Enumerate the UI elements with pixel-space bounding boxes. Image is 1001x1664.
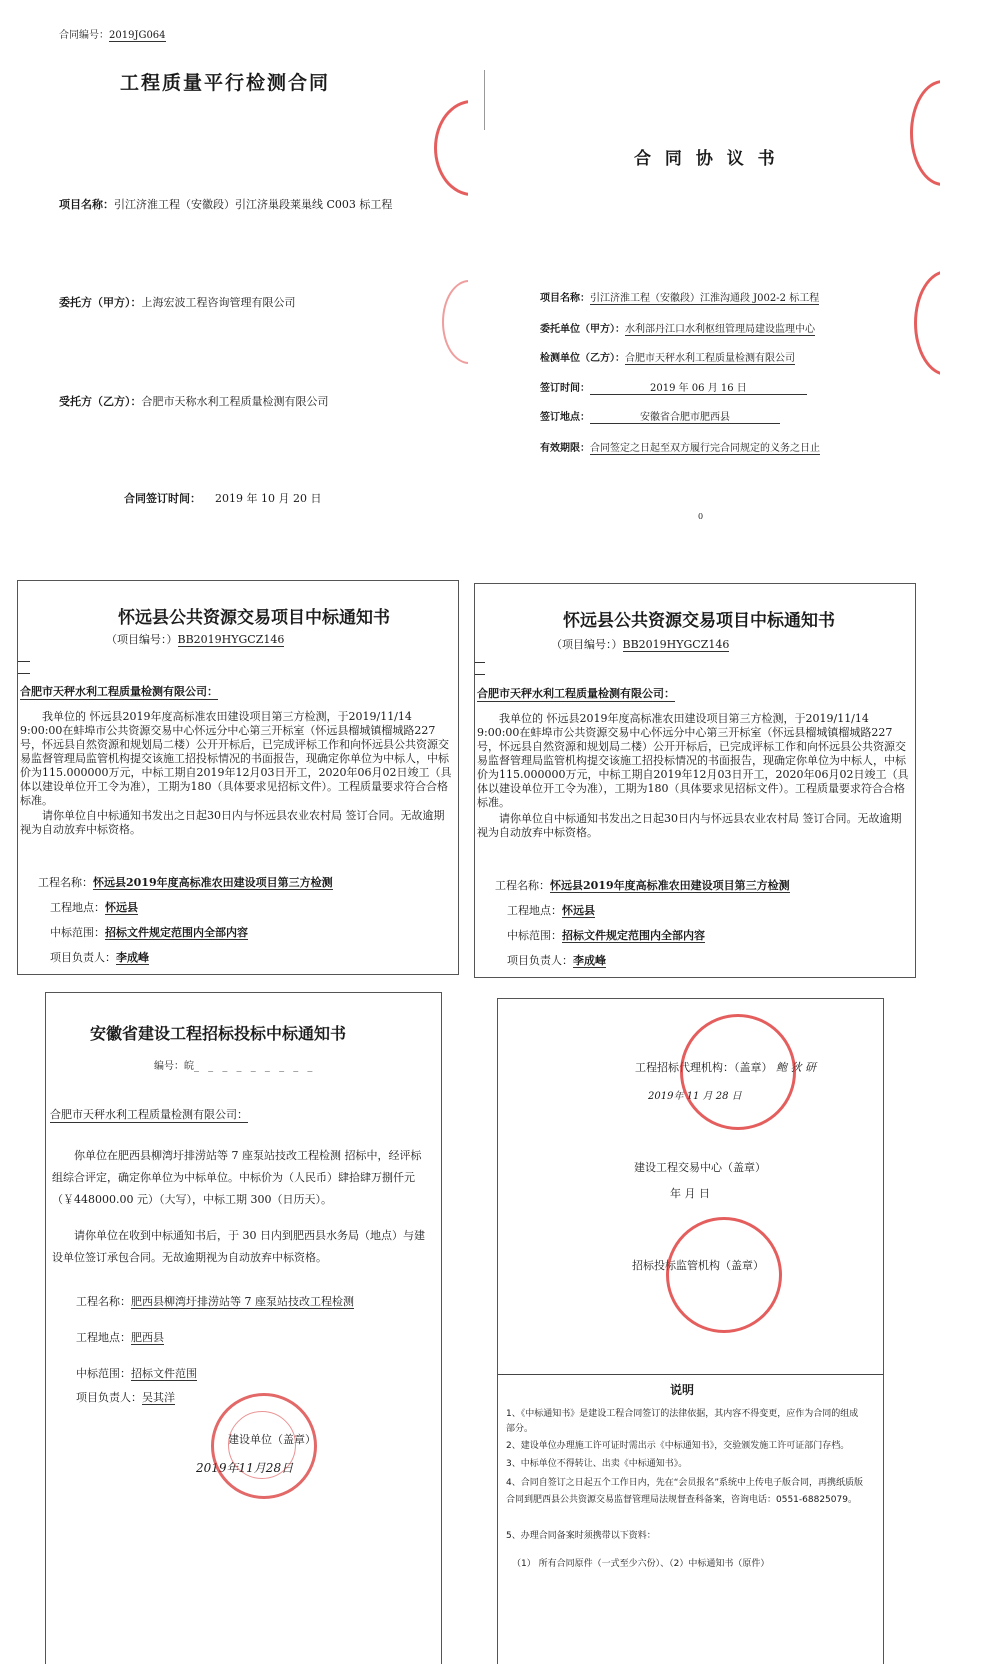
notice-body-1: 我单位的 怀远县2019年度高标准农田建设项目第三方检测，于2019/11/14 9:00:00在蚌埠市公共资源交易中心怀远分中心第三开标室（怀远县榴城镇榴城路227号，怀远县自然资源和规划局二楼）公开开标后，已完成评标工作和向怀远县公共资源交易监督管理局监管机构提交该施工招投标情况的书面报告，现确定你单位为中标人，中标价为115.000000万元，中标工期自2019年12月03日开工，2020年06月02日竣工（具体以建设单位开工令为准），工期为180（具体要求见招标文件）。工程质量要求符合合格 标准。 xyxy=(477,712,909,809)
project-name: 肥西县柳湾圩排涝站等 7 座泵站技改工程检测 xyxy=(131,1295,354,1308)
addressee: 合肥市天秤水利工程质量检测有限公司： xyxy=(20,685,218,698)
project-name: 怀远县2019年度高标准农田建设项目第三方检测 xyxy=(550,879,790,892)
seal-label: 建设单位（盖章） xyxy=(228,1433,316,1446)
valid-period: 合同签定之日起至双方履行完合同规定的义务之日止 xyxy=(590,443,820,454)
valid-label: 有效期限： xyxy=(540,443,590,454)
note-item: 1、《中标通知书》是建设工程合同签订的法律依据，其内容不得变更，应作为合同的组成部分。 xyxy=(506,1409,859,1434)
project-label: 项目名称： xyxy=(540,293,590,304)
addressee: 合肥市天秤水利工程质量检测有限公司： xyxy=(50,1108,248,1121)
project-place: 怀远县 xyxy=(105,901,138,914)
client-name: 上海宏波工程咨询管理有限公司 xyxy=(141,296,296,309)
sign-time: 2019 年 06 月 16 日 xyxy=(590,383,807,395)
note-item: 5、办理合同备案时须携带以下资料： xyxy=(506,1531,656,1541)
project-label: 项目名称： xyxy=(59,198,114,211)
tester-label: 检测单位（乙方）： xyxy=(540,353,625,364)
sign-time-label: 签订时间： xyxy=(540,383,590,394)
agreement-title: 合 同 协 议 书 xyxy=(634,149,779,169)
project-place: 肥西县 xyxy=(131,1331,164,1344)
project-scope: 招标文件范围 xyxy=(131,1367,197,1380)
project-manager: 吴其洋 xyxy=(142,1391,175,1404)
red-seal xyxy=(914,270,940,376)
bid-notice-huaiyuan-left xyxy=(17,580,459,975)
note-item: （1） 所有合同原件（一式至少六份）、（2）中标通知书（原件） xyxy=(512,1559,770,1569)
addressee: 合肥市天秤水利工程质量检测有限公司： xyxy=(477,687,675,700)
project-scope: 招标文件规定范围内全部内容 xyxy=(562,929,705,942)
red-seal xyxy=(666,1217,782,1333)
red-seal xyxy=(910,80,940,186)
scope-label: 中标范围： xyxy=(50,926,105,939)
bid-notice-huaiyuan-right xyxy=(474,583,916,978)
project-name: 引江济淮工程（安徽段）引江济巢段莱巢线 C003 标工程 xyxy=(114,198,393,211)
manager-label: 项目负责人： xyxy=(76,1391,142,1404)
red-seal xyxy=(442,280,468,364)
contract-no: 2019JG064 xyxy=(109,30,166,41)
contract-title: 工程质量平行检测合同 xyxy=(120,72,331,94)
notice-no-label: 编号：皖 xyxy=(154,1061,194,1072)
note-item: 2、建设单位办理施工许可证时需出示《中标通知书》，交验颁发施工许可证部门存档。 xyxy=(506,1441,850,1451)
note-item: 4、合同自签订之日起五个工作日内，先在“会员报名”系统中上传电子版合同，再携纸质版合同到肥西县公共资源交易监督管理局法规督查科备案，咨询电话：0551-68825079。 xyxy=(506,1478,864,1505)
manager-label: 项目负责人： xyxy=(507,954,573,967)
place-label: 工程地点： xyxy=(50,901,105,914)
bid-notice-back-page xyxy=(497,998,884,1664)
project-no-label: （项目编号：） xyxy=(551,638,623,651)
name-label: 工程名称： xyxy=(38,876,93,889)
trade-center-label: 建设工程交易中心（盖章） xyxy=(634,1161,766,1174)
client-name: 水利部丹江口水利枢纽管理局建设监理中心 xyxy=(625,324,815,335)
contract-no-label: 合同编号： xyxy=(59,30,109,41)
trade-center-date: 年 月 日 xyxy=(670,1187,710,1200)
notice-body-2: 请你单位在收到中标通知书后，于 30 日内到肥西县水务局（地点）与建设单位签订承包合同。无故逾期视为自动放弃中标资格。 xyxy=(52,1229,425,1264)
project-manager: 李成峰 xyxy=(116,951,149,964)
divider xyxy=(498,1374,883,1375)
project-no: BB2019HYGCZ146 xyxy=(177,633,285,646)
contractor-label: 受托方（乙方）： xyxy=(59,395,142,408)
notes-title: 说明 xyxy=(670,1383,695,1397)
notice-body-1: 我单位的 怀远县2019年度高标准农田建设项目第三方检测，于2019/11/14 9:00:00在蚌埠市公共资源交易中心怀远分中心第三开标室（怀远县榴城镇榴城路227号，怀远县自然资源和规划局二楼）公开开标后，已完成评标工作和向怀远县公共资源交易监督管理局监管机构提交该施工招投标情况的书面报告，现确定你单位为中标人，中标价为115.000000万元，中标工期自2019年12月03日开工，2020年06月02日竣工（具体以建设单位开工令为准），工期为180（具体要求见招标文件）。工程质量要求符合合格 标准。 xyxy=(20,710,452,807)
project-scope: 招标文件规定范围内全部内容 xyxy=(105,926,248,939)
agent-label: 工程招标代理机构：（盖章） xyxy=(635,1061,773,1074)
scope-label: 中标范围： xyxy=(76,1367,131,1380)
tester-name: 合肥市天秤水利工程质量检测有限公司 xyxy=(625,353,795,364)
contractor-name: 合肥市天称水利工程质量检测有限公司 xyxy=(141,395,329,408)
project-manager: 李成峰 xyxy=(573,954,606,967)
project-no: BB2019HYGCZ146 xyxy=(622,638,730,651)
client-label: 委托单位（甲方）： xyxy=(540,324,625,335)
sign-place: 安徽省合肥市肥西县 xyxy=(590,412,780,424)
client-label: 委托方（甲方）： xyxy=(59,296,142,309)
supervise-label: 招标投标监管机构（盖章） xyxy=(632,1259,764,1272)
red-seal xyxy=(228,1411,296,1479)
bid-notice-anhui: 安徽省建设工程招标投标中标通知书 编号：皖_ _ _ _ _ _ _ _ _ 合肥市天秤水利工程质量检测有限公司： 你单位在肥西县柳湾圩排涝站等 7 座泵站技改工程检测 招标中，经评标组综合评定，确定你单位为中标单位。中标价为（人民币）肆拾肆万捌仟元（￥448000.00 元）（大写），中标工期 300（日历天）。 请你单位在收到中标通知书后，于 30 日内到肥西县水务局（地点）与建设单位签订承包合同。无故逾期视为自动放弃中标资格。 工程名称：肥西县柳湾圩排涝站等 7 座泵站技改工程检测 工程地点：肥西县 中标范围：招标文件范围 项目负责人：吴其洋 建设单位（盖章） 2019年11月28日 xyxy=(45,992,442,1664)
agent-date: 2019年 11 月 28 日 xyxy=(648,1091,742,1102)
project-no-label: （项目编号：） xyxy=(106,633,178,646)
notice-body-2: 请你单位自中标通知书发出之日起30日内与怀远县农业农村局 签订合同。无故逾期视为自动放弃中标资格。 xyxy=(477,812,902,839)
place-label: 工程地点： xyxy=(507,904,562,917)
place-label: 工程地点： xyxy=(76,1331,131,1344)
contract-agreement-page xyxy=(474,0,940,552)
notice-body-1: 你单位在肥西县柳湾圩排涝站等 7 座泵站技改工程检测 招标中，经评标组综合评定，确定你单位为中标单位。中标价为（人民币）肆拾肆万捌仟元（￥448000.00 元）（大写），中标工期 300（日历天）。 xyxy=(52,1149,422,1206)
handwritten-date: 2019年11月28日 xyxy=(196,1461,294,1475)
red-seal xyxy=(680,1014,796,1130)
page-footnote: 0 xyxy=(698,512,704,521)
project-name: 引江济淮工程（安徽段）江淮沟通段 J002-2 标工程 xyxy=(590,293,820,304)
notice-title: 安徽省建设工程招标投标中标通知书 xyxy=(90,1024,347,1043)
name-label: 工程名称： xyxy=(495,879,550,892)
notice-title: 怀远县公共资源交易项目中标通知书 xyxy=(118,608,390,628)
manager-label: 项目负责人： xyxy=(50,951,116,964)
note-item: 3、中标单位不得转让、出卖《中标通知书》。 xyxy=(506,1459,688,1469)
project-name: 怀远县2019年度高标准农田建设项目第三方检测 xyxy=(93,876,333,889)
agent-signature: 鲍 狄 研 xyxy=(776,1061,816,1074)
binding-mark xyxy=(484,70,485,130)
scope-label: 中标范围： xyxy=(507,929,562,942)
contract-page-quality-test xyxy=(2,0,468,552)
project-place: 怀远县 xyxy=(562,904,595,917)
sign-time-label: 合同签订时间： xyxy=(124,492,201,505)
sign-place-label: 签订地点： xyxy=(540,412,590,423)
notice-title: 怀远县公共资源交易项目中标通知书 xyxy=(563,611,835,631)
notice-body-2: 请你单位自中标通知书发出之日起30日内与怀远县农业农村局 签订合同。无故逾期视为自动放弃中标资格。 xyxy=(20,809,445,836)
red-seal xyxy=(434,100,468,196)
sign-time: 2019 年 10 月 20 日 xyxy=(215,492,322,505)
name-label: 工程名称： xyxy=(76,1295,131,1308)
